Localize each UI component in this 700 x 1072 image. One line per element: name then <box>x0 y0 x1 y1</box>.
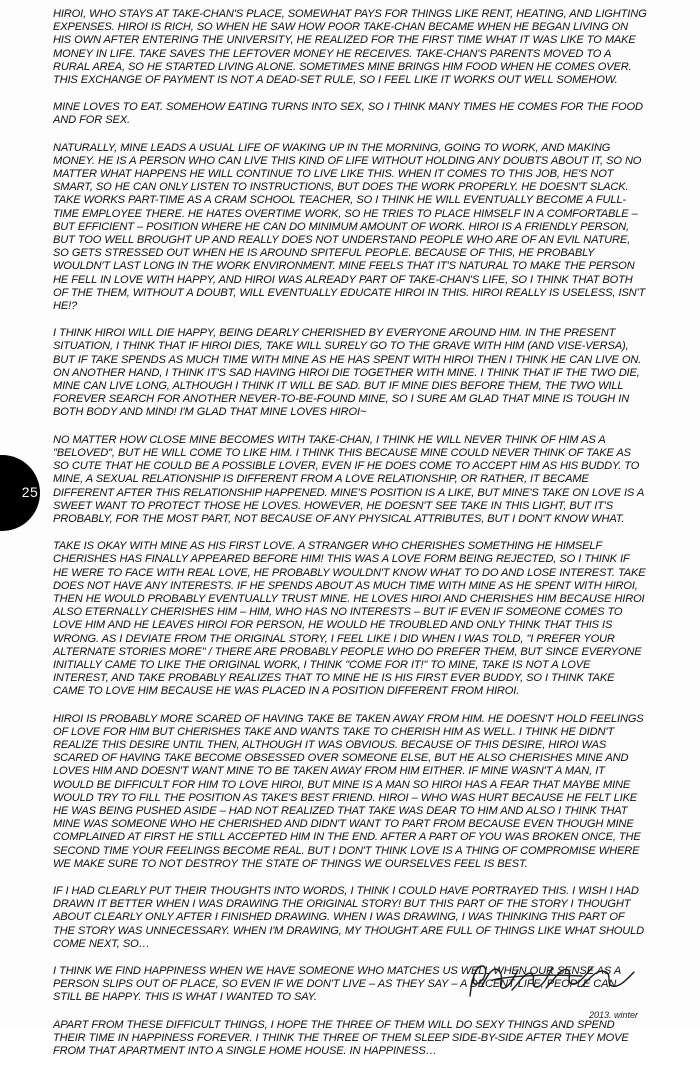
paragraph: TAKE IS OKAY WITH MINE AS HIS FIRST LOVE. A STRANGER WHO CHERISHES SOMETHING HE HIMSELF CHERISHES HAS FINALLY APPEARED BEFORE HIM! THIS WAS A LOVE FORM BEING REJECTED, SO I THINK IF HE WERE TO FACE WITH REAL LOVE, HE PROBABLY WOULDN'T KNOW WHAT TO DO AND LOSE INTEREST. TAKE DOES NOT HAVE ANY INTERESTS. IF HE SPENDS ABOUT AS MUCH TIME WITH MINE AS HE SPENT WITH HIROI, THEN HE WOULD PROBABLY EVENTUALLY TRUST MINE. HE LOVES HIROI AND CHERISHES HIM BECAUSE HIROI ALSO ETERNALLY CHERISHES HIM – HIM, WHO HAS NO INTERESTS – BUT IF EVEN IF SOMEONE COMES TO LOVE HIM AND HE LEAVES HIROI FOR PERSON, HE WOULD HE TROUBLED AND ONLY THINK THAT THIS IS WRONG. AS I DEVIATE FROM THE ORIGINAL STORY, I FEEL LIKE I DID WHEN I WAS TOLD, "I PREFER YOUR ALTERNATE STORIES MORE" / THERE ARE PROBABLY PEOPLE WHO DO PREFER THEM, BUT SINCE EVERYONE INITIALLY CAME TO LIKE THE ORIGINAL WORK, I THINK "COME FOR IT!" TO MINE, TAKE IS NOT A LOVE INTEREST, AND TAKE PROBABLY REALIZES THAT TO MINE HE IS HIS FIRST EVER BUDDY, SO I THINK TAKE CAME TO LOVE HIM BECAUSE HE WAS PLACED IN A POSITION DIFFERENT FROM HIROI. <box>53 540 646 698</box>
paragraph: APART FROM THESE DIFFICULT THINGS, I HOPE THE THREE OF THEM WILL DO SEXY THINGS AND SPEND THEIR TIME IN HAPPINESS FOREVER. I THINK THE THREE OF THEM SLEEP SIDE-BY-SIDE AFTER THEY MOVE FROM THAT APARTMENT INTO A SINGLE HOME HOUSE. IN HAPPINESS… <box>53 1018 629 1058</box>
paragraph: I THINK WE FIND HAPPINESS WHEN WE HAVE SOMEONE WHO MATCHES US WELL WHEN OUR SENSE AS A PERSON SLIPS OUT OF PLACE, SO EVEN IF WE DON'T LIVE – AS THEY SAY – A DECENT LIFE, PEOPLE CAN STILL BE HAPPY. THIS IS WHAT I WANTED TO SAY. <box>53 965 621 1004</box>
paragraph: MINE LOVES TO EAT. SOMEHOW EATING TURNS INTO SEX, SO I THINK MANY TIMES HE COMES FOR THE FOOD AND FOR SEX. <box>53 101 643 127</box>
paragraph: I THINK HIROI WILL DIE HAPPY, BEING DEARLY CHERISHED BY EVERYONE AROUND HIM. IN THE PRESENT SITUATION, I THINK THAT IF HIROI DIES, TAKE WILL SURELY GO TO THE GRAVE WITH HIM (AND VISE-VERSA), BUT IF TAKE SPENDS AS MUCH TIME WITH MINE AS HE HAS SPENT WITH HIROI THEN I THINK HE CAN LIVE ON. ON ANOTHER HAND, I THINK IT'S SAD HAVING HIROI DIE TOGETHER WITH MINE. I THINK THAT IF THE TWO DIE, MINE CAN LIVE LONG, ALTHOUGH I THINK IT WILL BE SAD. BUT IF MINE DIES BEFORE THEM, THE TWO WILL FOREVER SEARCH FOR ANOTHER NEVER-TO-BE-FOUND MINE, SO I SURE AM GLAD THAT MINE IS TOUGH IN BOTH BODY AND MIND! I'M GLAD THAT MINE LOVES HIROI~ <box>53 327 642 419</box>
paragraph: HIROI, WHO STAYS AT TAKE-CHAN'S PLACE, SOMEWHAT PAYS FOR THINGS LIKE RENT, HEATING, AND LIGHTING EXPENSES. HIROI IS RICH, SO WHEN HE SAW HOW POOR TAKE-CHAN BECAME WHEN HE BEGAN LIVING ON HIS OWN AFTER ENTERING THE UNIVERSITY, HE REALIZED FOR THE FIRST TIME WHAT IT WAS LIKE TO MAKE MONEY IN LIFE. TAKE SAVES THE LEFTOVER MONEY HE RECEIVES. TAKE-CHAN'S PARENTS MOVED TO A RURAL AREA, SO HE STARTED LIVING ALONE. SOMETIMES MINE BRINGS HIM FOOD WHEN HE COMES OVER. THIS EXCHANGE OF PAYMENT IS NOT A DEAD-SET RULE, SO I FEEL LIKE IT WORKS OUT WELL SOMEHOW. <box>53 8 647 87</box>
document-text-body <box>53 8 647 1072</box>
signature-date: 2013. winter <box>588 1010 638 1020</box>
paragraph: IF I HAD CLEARLY PUT THEIR THOUGHTS INTO WORDS, I THINK I COULD HAVE PORTRAYED THIS. I WISH I HAD DRAWN IT BETTER WHEN I WAS DRAWING THE ORIGINAL STORY! BUT THIS PART OF THE STORY I THOUGHT ABOUT CLEARLY ONLY AFTER I FINISHED DRAWING. WHEN I WAS DRAWING, I WAS THINKING THIS PART OF THE STORY WAS UNNECESSARY. WHEN I'M DRAWING, MY THOUGHT ARE FULL OF THINGS LIKE WHAT SHOULD COME NEXT, SO… <box>53 884 645 950</box>
paragraph: HIROI IS PROBABLY MORE SCARED OF HAVING TAKE BE TAKEN AWAY FROM HIM. HE DOESN'T HOLD FEELINGS OF LOVE FOR HIM BUT CHERISHES TAKE AND WANTS TAKE TO CHERISH HIM AS WELL. I THINK HE DIDN'T REALIZE THIS DESIRE UNTIL THEN, ALTHOUGH IT WAS OBVIOUS. BECAUSE OF THIS DESIRE, HIROI WAS SCARED OF HAVING TAKE BECOME OBSESSED OVER SOMEONE ELSE, BUT HE ALSO CHERISHES MINE AND LOVES HIM AND DOESN'T WANT MINE TO BE TAKEN AWAY FROM HIM EITHER. IF MINE WASN'T A MAN, IT WOULD BE DIFFICULT FOR HIM TO LOVE HIROI, BUT MINE IS A MAN SO HIROI HAS A FEAR THAT MAYBE MINE WOULD TRY TO FILL THE POSITION AS TAKE'S BEST FRIEND. HIROI – WHO WAS HURT BECAUSE HE FELT LIKE HE WAS BEING PUSHED ASIDE – HAD NOT REALIZED THAT TAKE WAS DEAR TO HIM AND ALSO I THINK THAT MINE WAS SOMEONE WHO HE CHERISHED AND DIDN'T WANT TO PART FROM BECAUSE EVEN THOUGH MINE COMPLAINED AT FIRST HE STILL ACCEPTED HIM IN THE END. AFTER A PART OF YOU WAS BROKEN ONCE, THE SECOND TIME YOUR FEELINGS BECOME REAL. BUT I DON'T THINK LOVE IS A THING OF COMPROMISE WHERE WE MAKE SURE TO NOT DESTROY THE STATE OF THINGS WE OURSELVES FEEL IS BEST. <box>53 712 644 870</box>
page-number-label: 25 <box>21 484 39 500</box>
paragraph: NATURALLY, MINE LEADS A USUAL LIFE OF WAKING UP IN THE MORNING, GOING TO WORK, AND MAKING MONEY. HE IS A PERSON WHO CAN LIVE THIS KIND OF LIFE WITHOUT HOLDING ANY DOUBTS ABOUT IT, SO NO MATTER WHAT HAPPENS HE WILL CONTINUE TO LIVE LIKE THIS. WHEN IT COMES TO THIS JOB, HE'S NOT SMART, SO HE CAN ONLY LISTEN TO INSTRUCTIONS, BUT DOES THE WORK PROPERLY. HE DOESN'T SLACK. TAKE WORKS PART-TIME AS A CRAM SCHOOL TEACHER, SO I THINK HE WILL EVENTUALLY BECOME A FULL-TIME EMPLOYEE THERE. HE HATES OVERTIME WORK, SO HE TRIES TO PLACE HIMSELF IN A COMFORTABLE – BUT EFFICIENT – POSITION WHERE HE CAN DO MINIMUM AMOUNT OF WORK. HIROI IS A FRIENDLY PERSON, BUT TOO WELL BROUGHT UP AND REALLY DOES NOT UNDERSTAND PEOPLE WHO ARE OF AN EVIL NATURE, SO GETS STRESSED OUT WHEN HE IS AROUND SPITEFUL PEOPLE. BECAUSE OF THIS, HE PROBABLY WOULDN'T LAST LONG IN THE WORK ENVIRONMENT. MINE FEELS THAT IT'S NATURAL TO MAKE THE PERSON HE FELL IN LOVE WITH HAPPY, AND HIROI WAS ALREADY PART OF TAKE-CHAN'S LIFE, SO I THINK THAT BOTH OF THE THEM, WITHOUT A DOUBT, WILL EVENTUALLY EDUCATE HIROI IN THIS. HIROI REALLY IS USELESS, ISN'T HE!? <box>53 141 646 313</box>
signature <box>462 956 642 1014</box>
paragraph: NO MATTER HOW CLOSE MINE BECOMES WITH TAKE-CHAN, I THINK HE WILL NEVER THINK OF HIM AS A "BELOVED", BUT HE WILL COME TO LIKE HIM. I THINK THIS BECAUSE MINE COULD NEVER THINK OF TAKE AS SO CUTE THAT HE COULD BE A POSSIBLE LOVER, EVEN IF HE DOES COME TO ACCEPT HIM AS HIS BUDDY. TO MINE, A SEXUAL RELATIONSHIP IS DIFFERENT FROM A LOVE RELATIONSHIP, OR RATHER, IT BECAME DIFFERENT AFTER THIS RELATIONSHIP HAPPENED. MINE'S POSITION IS A LIKE, BUT MINE'S TAKE ON LOVE IS A SWEET WANT TO PROTECT THOSE HE LOVES. HOWEVER, HE DOESN'T SEE TAKE IN THIS LIGHT, BUT IT'S PROBABLY, FOR THE MOST PART, NOT BECAUSE OF ANY PHYSICAL ATTRIBUTES, BUT I DON'T KNOW WHAT. <box>53 433 644 525</box>
